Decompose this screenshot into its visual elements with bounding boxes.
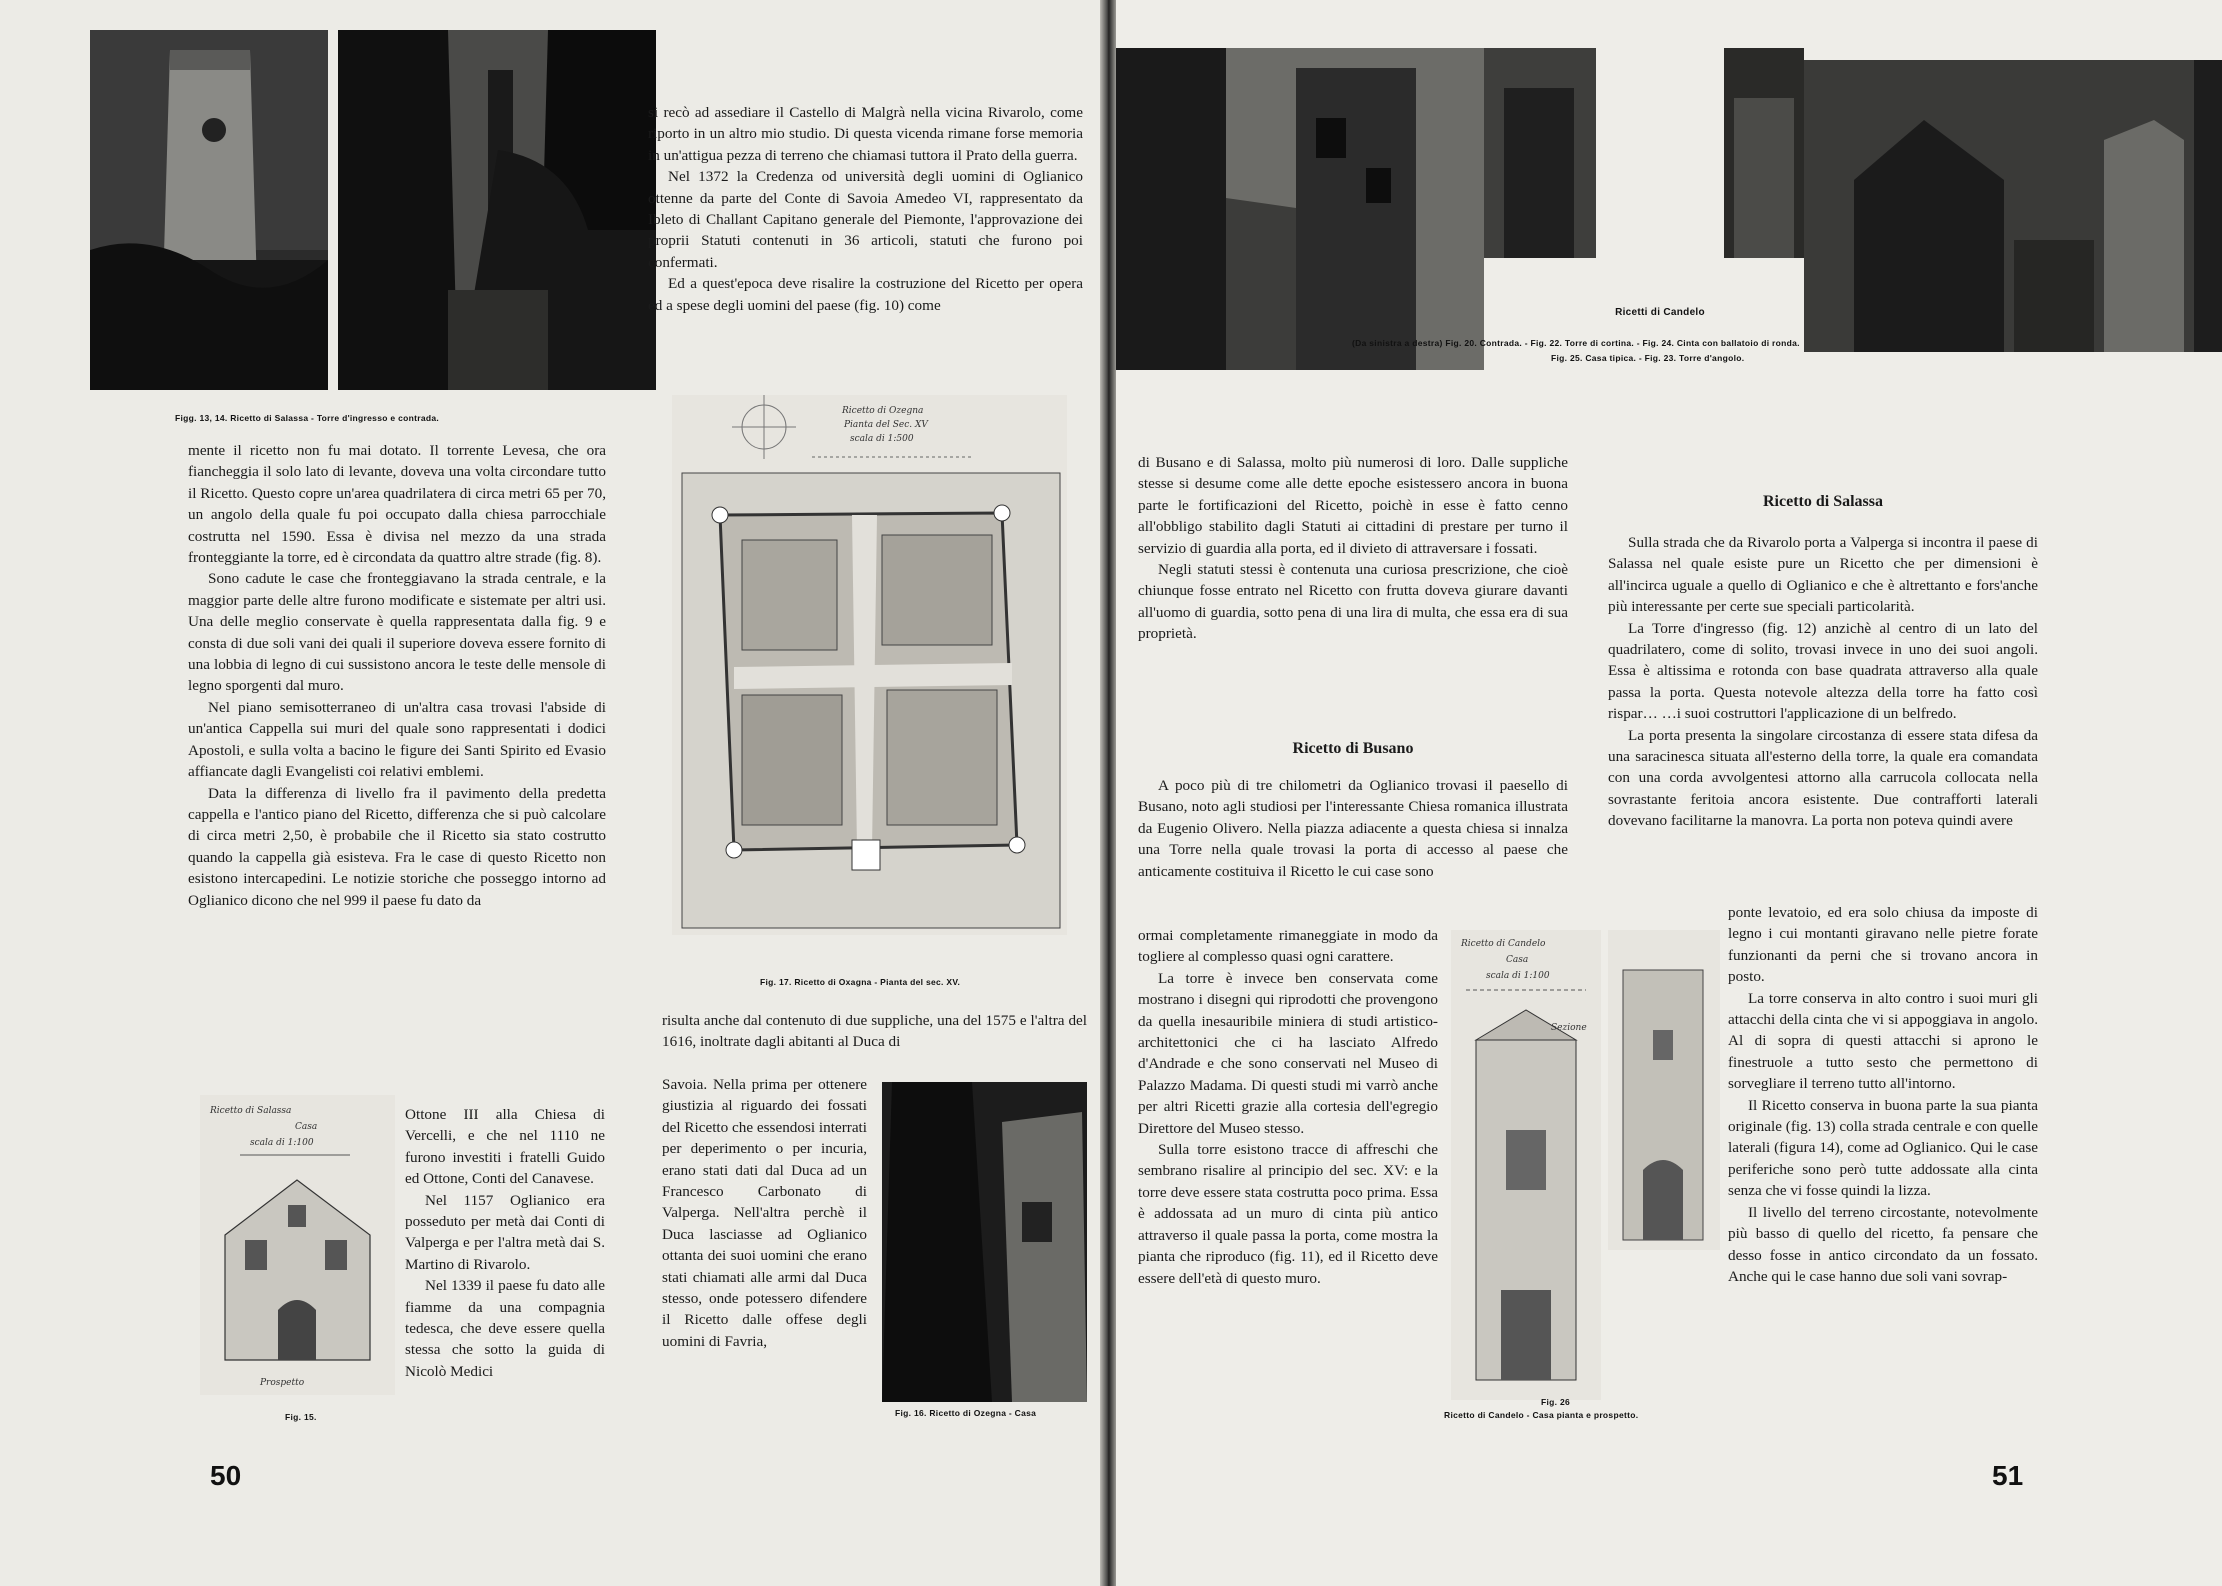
drawing-title: Ricetto di Candelo	[1461, 939, 1546, 949]
plan-title: Ricetto di Ozegna	[842, 406, 924, 416]
paragraph: risulta anche dal contenuto di due suppliche, una del 1575 e l'altra del 1616, inoltrate dagli abitanti al Duca di	[662, 1012, 1087, 1051]
candelo-house-drawing	[1724, 48, 1804, 258]
paragraph: Ottone III alla Chiesa di Vercelli, e che nel 1110 ne furono investiti i fratelli Guido ed Ottone, Conti del Canavese.	[405, 1106, 605, 1188]
right-column-2-narrow	[1728, 902, 2038, 1287]
heading-ricetto-salassa: Ricetto di Salassa	[1763, 493, 1883, 510]
right-page	[1116, 0, 2222, 1586]
caption-fig-16: Fig. 16. Ricetto di Ozegna - Casa	[895, 1408, 1037, 1418]
right-column-2-wide	[1608, 532, 2038, 832]
paragraph: La torre è invece ben conservata come mostrano i disegni qui riprodotti che provengono da quella inesauribile miniera di studi artistico-architettonici che ci ha lasciato Alfredo d'Andrade e che sono conservati nel Museo di Palazzo Madama. Di questi studi mi varrò anche per altri Ricetti grazie alla cortesia dell'egregio Direttore del Museo stesso.	[1138, 969, 1438, 1137]
paragraph: Nel 1339 il paese fu dato alle fiamme da una compagnia tedesca, che deve essere quella stessa che sotto la guida di Nicolò Medici	[405, 1277, 605, 1380]
paragraph: Sono cadute le case che fronteggiavano la strada centrale, e la maggior parte delle altre furono modificate e sistemate per altri usi. Una delle meglio conservate è quella rappresentata dalla fig. 9 e consta di due soli vani dei quali il superiore doveva essere fornito di una lobbia di legno di cui sussistono ancora le teste delle mensole di legno sporgenti dal muro.	[188, 570, 606, 695]
house-sketch	[200, 1095, 395, 1395]
candelo-photo-drawing	[1116, 48, 1484, 370]
caption-candelo-title: Ricetti di Candelo	[1615, 307, 1705, 318]
photo-fig-23-candelo	[1804, 60, 2222, 352]
photo-fig-13-tower	[90, 30, 328, 390]
caption-fig-26a: Fig. 26	[1541, 1397, 1571, 1407]
candelo-wall-drawing	[1484, 48, 1596, 258]
sketch-subtitle: Casa	[295, 1122, 318, 1132]
plan-subtitle: Pianta del Sec. XV	[844, 420, 928, 430]
paragraph: di Busano e di Salassa, molto più numerosi di loro. Dalle suppliche stesse si desume come alle dette epoche esistessero ancora in buona parte le fortificazioni del Ricetto, poichè in esse è fatto cenno all'obbligo stabilito dagli Statuti ai cittadini di prestare per turno il servizio di guardia alla porta, ed il divieto di attraversare i fossati.	[1138, 454, 1568, 557]
house-photo-drawing	[882, 1082, 1087, 1402]
paragraph: Negli statuti stessi è contenuta una curiosa prescrizione, che cioè chiunque fosse entrato nel Ricetto con frutta doveva giurare davanti all'uomo di guardia, sotto pena di una lira di multa, che essa era di sua proprietà.	[1138, 561, 1568, 643]
photo-fig-14-street	[338, 30, 656, 390]
paragraph: si recò ad assediare il Castello di Malgrà nella vicina Rivarolo, come riporto in un altro mio studio. Di questa vicenda rimane forse memoria in un'attigua pezza di terreno che chiamasi tuttora il Prato della guerra.	[648, 104, 1083, 164]
drawing-salassa-tower	[1608, 930, 1720, 1250]
paragraph: Savoia. Nella prima per ottenere giustizia al riguardo dei fossati del Ricetto che essendosi interrati per deperimento o per incuria, erano stati dati dal Duca ad un Francesco Carbonato di Valperga. Nell'altra perchè il Duca lasciasse ad Oglianico ottanta dei suoi uomini che erano stati chiamati alle armi dal Duca stesso, onde potessero difendere il Ricetto dalle offese degli uomini di Favria,	[662, 1076, 867, 1350]
paragraph: Nel 1372 la Credenza od università degli uomini di Oglianico ottenne da parte del Conte di Savoia Amedeo VI, rappresentato da Ibleto di Challant Capitano generale del Piemonte, l'approvazione dei proprii Statuti contenuti in 36 articoli, statuti che furono poi confermati.	[648, 168, 1083, 271]
left-page	[0, 0, 1100, 1586]
paragraph: ponte levatoio, ed era solo chiusa da imposte di legno i cui montanti giravano nelle pietre forate funzionanti da perni che si trovano ancora in posto.	[1728, 904, 2038, 986]
candelo-tower-drawing	[1804, 60, 2222, 352]
paragraph: mente il ricetto non fu mai dotato. Il torrente Levesa, che ora fiancheggia il solo lato di levante, doveva una volta circondare tutto il Ricetto. Questo copre un'area quadrilatera di circa metri 65 per 70, un angolo della quale fu poi occupato dalla chiesa parrocchiale costrutta nel 1590. Essa è divisa nel mezzo da una strada fronteggiante la torre, ed è circondata da quattro altre strade (fig. 8).	[188, 442, 606, 567]
book-gutter	[1100, 0, 1116, 1586]
sketch-label: Prospetto	[260, 1378, 305, 1388]
paragraph: La porta presenta la singolare circostanza di essere stata difesa da una saracinesca situata all'esterno della torre, la quale era comandata con una corda avvolgentesi attorno alla carrucola collocata nella sovrastante feritoia ancora esistente. Due contrafforti laterali dovevano facilitarne la manovra. La porta non poteva quindi avere	[1608, 726, 2038, 830]
caption-candelo-line2: Fig. 25. Casa tipica. - Fig. 23. Torre d'angolo.	[1551, 353, 1745, 363]
paragraph: Sulla strada che da Rivarolo porta a Valperga si incontra il paese di Salassa nel quale esiste pure un Ricetto che per dimensioni è all'incirca uguale a quello di Oglianico e che è altrettanto e fors'anche più interessante per certe sue speciali particolarità.	[1608, 534, 2038, 616]
left-column-2-bottom-narrow	[662, 1074, 867, 1352]
drawing-label: Sezione	[1551, 1023, 1587, 1033]
page-number-left: 50	[210, 1460, 242, 1491]
heading-ricetto-busano: Ricetto di Busano	[1292, 740, 1414, 757]
paragraph: Nel 1157 Oglianico era posseduto per metà dai Conti di Valperga e per l'altra metà dai S. Martino di Rivarolo.	[405, 1191, 605, 1273]
left-column-2-top	[648, 102, 1083, 316]
caption-fig-26b: Ricetto di Candelo - Casa pianta e prospetto.	[1444, 1410, 1639, 1420]
caption-fig-17: Fig. 17. Ricetto di Oxagna - Pianta del sec. XV.	[760, 977, 961, 987]
caption-figs-13-14: Figg. 13, 14. Ricetto di Salassa - Torre d'ingresso e contrada.	[175, 413, 440, 423]
drawing-fig-26-candelo-house	[1451, 930, 1601, 1400]
page-number-right: 51	[1992, 1460, 2024, 1491]
paragraph: A poco più di tre chilometri da Oglianico trovasi il paesello di Busano, noto agli studiosi per l'interessante Chiesa romanica illustrata da Eugenio Olivero. Nella piazza adiacente a questa chiesa si innalza una Torre nella quale trovasi la porta di accesso al paese che anticamente costituiva il Ricetto le cui case sono	[1138, 777, 1568, 880]
salassa-tower-sketch	[1608, 930, 1720, 1250]
left-column-2-bottom-wide	[662, 1010, 1087, 1053]
photo-fig-24-candelo	[1484, 48, 1596, 258]
paragraph: Sulla torre esistono tracce di affreschi che sembrano risalire al principio del sec. XV: e la torre deve essere stata costrutta poco prima. Essa è addossata ad un muro di cinta più antico attraverso il quale passa la porta, come mostra la pianta che riproduco (fig. 11), ed il Ricetto deve essere dell'età di questo muro.	[1138, 1141, 1438, 1287]
left-column-1	[188, 440, 606, 911]
paragraph: Data la differenza di livello fra il pavimento della predetta cappella e l'antico piano del Ricetto, differenza che si può calcolare di circa metri 2,50, è probabile che il Ricetto sia stato costrutto quando la cappella già esisteva. Fra le case di questo Ricetto non esistono intercapedini. Le notizie storiche che posseggo intorno ad Oglianico dicono che nel 999 il paese fu dato da	[188, 784, 606, 909]
caption-candelo-line1: (Da sinistra a destra) Fig. 20. Contrada. - Fig. 22. Torre di cortina. - Fig. 24. Cinta con ballatoio di ronda.	[1352, 338, 1800, 348]
right-column-1-busano-wide	[1138, 775, 1568, 882]
right-column-1-busano-narrow	[1138, 925, 1438, 1289]
caption-fig-15: Fig. 15.	[285, 1412, 317, 1422]
paragraph: La Torre d'ingresso (fig. 12) anzichè al centro di un lato del quadrilatero, come di solito, trovasi invece in uno dei suoi angoli. Essa è altissima e rotonda con base quadrata attraverso alla quale passa la porta. Questa notevole altezza della torre ha fatto così rispar… …i suoi costruttori l'applicazione di un belfredo.	[1608, 619, 2038, 723]
paragraph: Il Ricetto conserva in buona parte la sua pianta originale (fig. 13) colla strada centrale e con quelle laterali (figura 14), come ad Oglianico. Qui le case periferiche sono però tutte addossate alla cinta senza che vi fosse quindi la lizza.	[1728, 1096, 2038, 1200]
paragraph: Nel piano semisotterraneo di un'altra casa trovasi l'abside di un'antica Cappella sui muri del quale sono rappresentati i dodici Apostoli, e sulla volta a bacino le figure dei Santi Spirito ed Evasio affiancate dagli Evangelisti coi relativi emblemi.	[188, 698, 606, 781]
right-column-1-top	[1138, 452, 1568, 645]
sketch-scale: scala di 1:100	[250, 1138, 314, 1148]
drawing-subtitle: Casa	[1506, 955, 1529, 965]
drawing-scale: scala di 1:100	[1486, 971, 1550, 981]
tower-photo-drawing	[90, 30, 328, 390]
sketch-title: Ricetto di Salassa	[210, 1106, 292, 1116]
left-column-1-narrow	[405, 1104, 605, 1382]
candelo-house-sketch	[1451, 930, 1601, 1400]
photo-fig-25-candelo	[1724, 48, 1804, 258]
photo-fig-16-ozegna-house	[882, 1082, 1087, 1402]
plan-fig-17-ozegna	[672, 395, 1067, 935]
paragraph: La torre conserva in alto contro i suoi muri gli attacchi della cinta che vi si appoggiava in angolo. Al di sopra di questi attacchi si aprono le finestruole a tutto sesto che permettono di sorvegliare il terreno tutto all'intorno.	[1728, 989, 2038, 1093]
street-photo-drawing	[338, 30, 656, 390]
photo-fig-20-22-candelo	[1116, 48, 1484, 370]
sketch-fig-15-salassa-house	[200, 1095, 395, 1395]
paragraph: ormai completamente rimaneggiate in modo da togliere al complesso quasi ogni carattere.	[1138, 927, 1438, 966]
paragraph: Il livello del terreno circostante, notevolmente più basso di quello del ricetto, fa pensare che desso fosse in antico circondato da un fossato. Anche qui le case hanno due soli vani sovrap-	[1728, 1203, 2038, 1285]
ricetto-plan	[672, 395, 1067, 935]
paragraph: Ed a quest'epoca deve risalire la costruzione del Ricetto per opera ed a spese degli uomini del paese (fig. 10) come	[648, 275, 1083, 314]
plan-scale: scala di 1:500	[850, 434, 914, 444]
